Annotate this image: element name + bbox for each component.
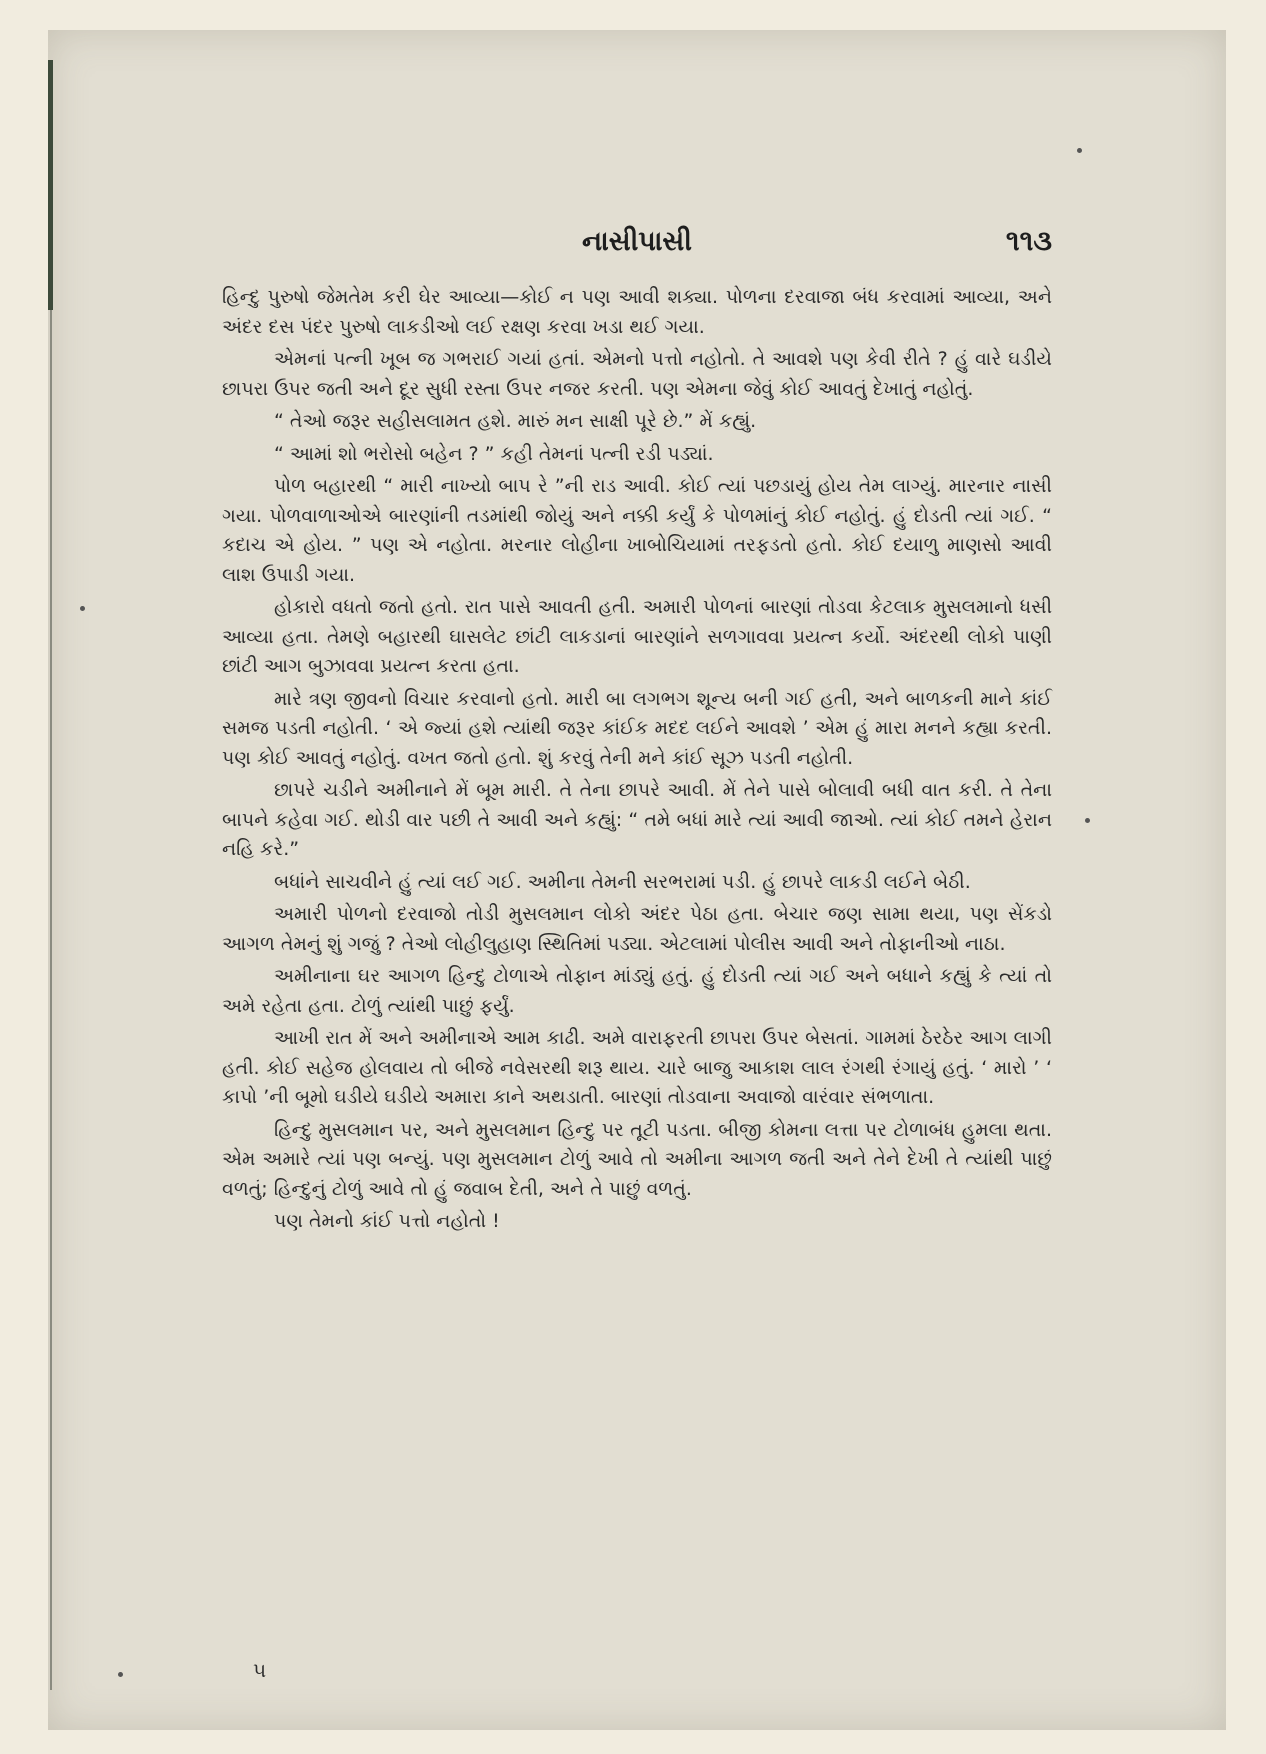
page-body <box>222 283 1052 1240</box>
paper-speck <box>1077 148 1082 153</box>
page-header <box>222 222 1052 262</box>
paragraph: હોકારો વધતો જતો હતો. રાત પાસે આવતી હતી. અમારી પોળનાં બારણાં તોડવા કેટલાક મુસલમાનો ધસી આવ્યા હતા. તેમણે બહારથી ઘાસલેટ છાંટી લાકડાનાં બારણાંને સળગાવવા પ્રયત્ન કર્યો. અંદરથી લોકો પાણી છાંટી આગ બુઝાવવા પ્રયત્ન કરતા હતા. <box>222 596 1052 677</box>
paragraph: હિન્દુ મુસલમાન પર, અને મુસલમાન હિન્દુ પર તૂટી પડતા. બીજી કોમના લત્તા પર ટોળાબંધ હુમલા થતા. એમ અમારે ત્યાં પણ બન્યું. પણ મુસલમાન ટોળું આવે તો અમીના આગળ જતી અને તેને દેખી તે ત્યાંથી પાછું વળતું; હિન્દુનું ટોળું આવે તો હું જવાબ દેતી, અને તે પાછું વળતું. <box>222 1118 1052 1200</box>
paragraph: હિન્દુ પુરુષો જેમતેમ કરી ઘેર આવ્યા—કોઈ ન પણ આવી શક્યા. પોળના દરવાજા બંધ કરવામાં આવ્યા, અને અંદર દસ પંદર પુરુષો લાકડીઓ લઈ રક્ષણ કરવા ખડા થઈ ગયા. <box>222 286 1052 338</box>
binding-edge <box>48 60 53 310</box>
paragraph: “ આમાં શો ભરોસો બહેન ? ” કહી તેમનાં પત્ની રડી પડ્યાં. <box>274 442 714 465</box>
paragraph: પણ તેમનો કાંઈ પત્તો નહોતો ! <box>274 1210 500 1232</box>
page-number: ૧૧૩ <box>1005 224 1052 257</box>
paragraph: અમારી પોળનો દરવાજો તોડી મુસલમાન લોકો અંદર પેઠા હતા. બેચાર જણ સામા થયા, પણ સેંકડો આગળ તેમનું શું ગજું ? તેઓ લોહીલુહાણ સ્થિતિમાં પડ્યા. એટલામાં પોલીસ આવી અને તોફાનીઓ નાઠા. <box>222 903 1052 955</box>
paragraph: અમીનાના ઘર આગળ હિન્દુ ટોળાએ તોફાન માંડ્યું હતું. હું દોડતી ત્યાં ગઈ અને બધાને કહ્યું કે ત્યાં તો અમે રહેતા હતા. ટોળું ત્યાંથી પાછું ફર્યું. <box>222 965 1052 1017</box>
paper-speck <box>80 606 85 611</box>
paper-speck <box>1085 818 1090 823</box>
paragraph: મારે ત્રણ જીવનો વિચાર કરવાનો હતો. મારી બા લગભગ શૂન્ય બની ગઈ હતી, અને બાળકની માને કાંઈ સમજ પડતી નહોતી. ‘ એ જ્યાં હશે ત્યાંથી જરૂર કાંઈક મદદ લઈને આવશે ’ એમ હું મારા મનને કહ્યા કરતી. પણ કોઈ આવતું નહોતું. વખત જતો હતો. શું કરવું તેની મને કાંઈ સૂઝ પડતી નહોતી. <box>222 687 1052 769</box>
paragraph: છાપરે ચડીને અમીનાને મેં બૂમ મારી. તે તેના છાપરે આવી. મેં તેને પાસે બોલાવી બધી વાત કરી. તે તેના બાપને કહેવા ગઈ. થોડી વાર પછી તે આવી અને કહ્યું: “ તમે બધાં મારે ત્યાં આવી જાઓ. ત્યાં કોઈ તમને હેરાન નહિ કરે.” <box>222 779 1052 860</box>
paragraph: બધાંને સાચવીને હું ત્યાં લઈ ગઈ. અમીના તેમની સરભરામાં પડી. હું છાપરે લાકડી લઈને બેઠી. <box>274 870 971 893</box>
paragraph: એમનાં પત્ની ખૂબ જ ગભરાઈ ગયાં હતાં. એમનો પત્તો નહોતો. તે આવશે પણ કેવી રીતે ? હું વારે ઘડીયે છાપરા ઉપર જતી અને દૂર સુધી રસ્તા ઉપર નજર કરતી. પણ એમના જેવું કોઈ આવતું દેખાતું નહોતું. <box>222 348 1052 400</box>
signature-mark: ૫ <box>253 1658 267 1682</box>
paragraph: પોળ બહારથી “ મારી નાખ્યો બાપ રે ”ની રાડ આવી. કોઈ ત્યાં પછડાયું હોય તેમ લાગ્યું. મારનાર નાસી ગયા. પોળવાળાઓએ બારણાંની તડમાંથી જોયું અને નક્કી કર્યું કે પોળમાંનું કોઈ નહોતું. હું દોડતી ત્યાં ગઈ. “ કદાચ એ હોય. ” પણ એ નહોતા. મરનાર લોહીના ખાબોચિયામાં તરફડતો હતો. કોઈ દયાળુ માણસો આવી લાશ ઉપાડી ગયા. <box>222 475 1052 586</box>
binding-shadow <box>50 310 52 1690</box>
paragraph: “ તેઓ જરૂર સહીસલામત હશે. મારું મન સાક્ષી પૂરે છે.” મેં કહ્યું. <box>274 410 757 432</box>
running-title: નાસીપાસી <box>581 226 693 257</box>
paper-speck <box>118 1672 123 1677</box>
paragraph: આખી રાત મેં અને અમીનાએ આમ કાઢી. અમે વારાફરતી છાપરા ઉપર બેસતાં. ગામમાં ઠેરઠેર આગ લાગી હતી. કોઈ સહેજ હોલવાય તો બીજે નવેસરથી શરૂ થાય. ચારે બાજુ આકાશ લાલ રંગથી રંગાયું હતું. ‘ મારો ’ ‘ કાપો ’ની બૂમો ઘડીયે ઘડીયે અમારા કાને અથડાતી. બારણાં તોડવાના અવાજો વારંવાર સંભળાતા. <box>222 1027 1052 1108</box>
